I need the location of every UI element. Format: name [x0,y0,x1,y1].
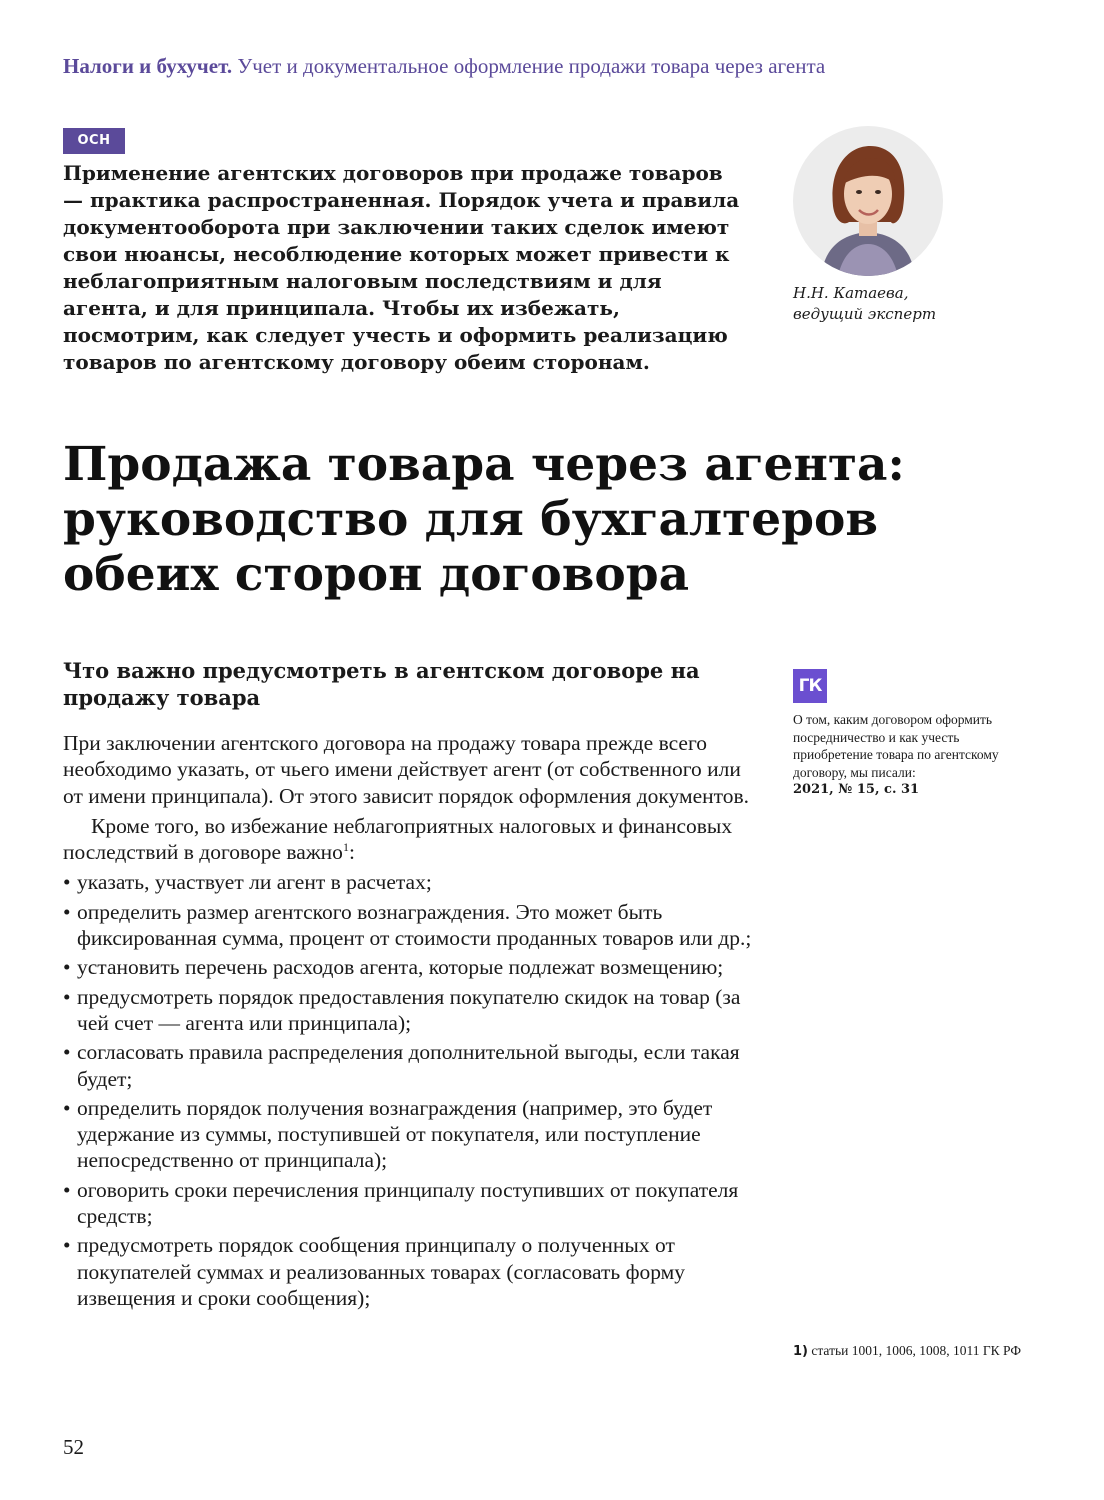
requirements-list [63,869,753,1311]
bullet-icon: • [63,1233,71,1258]
gk-magazine-icon[interactable]: ГК [793,669,827,703]
article-headline [63,437,1043,602]
sidenote-text: О том, каким договором оформить посредничество и как учесть приобретение товара по агентскому договору, мы писали: [793,712,999,780]
footnote-text: статьи 1001, 1006, 1008, 1011 ГК РФ [811,1343,1021,1358]
list-item-text: предусмотреть порядок предоставления покупателю скидок на товар (за чей счет — агента или принципала); [77,984,741,1035]
list-item [63,1232,753,1311]
running-head [63,54,1063,79]
body-paragraph [63,813,753,866]
running-head-title: Учет и документальное оформление продажи товара через агента [237,54,826,78]
list-item [63,984,753,1037]
list-item-text: предусмотреть порядок сообщения принципалу о полученных от покупателей суммах и реализованных товарах (согласовать форму извещения и сроки сообщения); [77,1233,686,1310]
list-item-text: определить размер агентского вознаграждения. Это может быть фиксированная сумма, процент от стоимости проданных товаров или др.; [77,899,752,951]
footnote-number: 1) [793,1344,808,1359]
bullet-icon: • [63,1095,71,1120]
bullet-icon: • [63,955,71,980]
headline-line: обеих сторон договора [63,547,690,602]
footnote [793,1342,1023,1361]
list-item-text: оговорить сроки перечисления принципалу поступивших от покупателя средств; [77,1177,739,1229]
sidenote [793,711,1023,799]
bullet-icon: • [63,1040,71,1065]
body-paragraph-text: Кроме того, во избежание неблагоприятных налоговых и финансовых последствий в договоре важно [63,813,733,865]
bullet-icon: • [63,1177,71,1202]
running-head-section: Налоги и бухучет. [63,54,233,78]
lead-paragraph: Применение агентских договоров при продаже товаров — практика распространенная. Порядок учета и правила документооборота при заключении таких сделок имеют свои нюансы, несоблюдение которых может привести к неблагоприятным налоговым последствиям и для агента, и для принципала. Чтобы их избежать, посмотрим, как следует учесть и оформить реализацию товаров по агентскому договору обеим сторонам. [63,161,740,374]
author-role: ведущий эксперт [793,305,937,323]
list-item [63,899,753,952]
author-portrait [793,126,943,276]
page-number: 52 [63,1435,84,1459]
list-item [63,1039,753,1092]
list-item [63,1095,753,1174]
list-item-text: установить перечень расходов агента, которые подлежат возмещению; [77,955,724,980]
list-item-text: определить порядок получения вознаграждения (например, это будет удержание из суммы, поступившей от покупателя, или поступление непосредственно от принципала); [77,1095,713,1173]
list-item [63,1177,753,1230]
bullet-icon: • [63,984,71,1009]
headline-line: Продажа товара через агента: [63,437,905,492]
sidenote-reference-link[interactable]: 2021, № 15, с. 31 [793,782,920,797]
author-caption [793,283,1013,325]
list-item [63,869,753,895]
bullet-icon: • [63,870,71,895]
tax-regime-tag: ОСН [63,128,125,154]
list-item-text: согласовать правила распределения дополнительной выгоды, если такая будет; [77,1040,740,1091]
headline-line: руководство для бухгалтеров [63,492,878,547]
section-subheading: Что важно предусмотреть в агентском договоре на продажу товара [63,658,700,710]
bullet-icon: • [63,899,71,924]
body-paragraph: При заключении агентского договора на продажу товара прежде всего необходимо указать, от чьего имени действует агент (от собственного или от имени принципала). От этого зависит порядок оформления документов. [63,731,750,808]
list-item-text: указать, участвует ли агент в расчетах; [77,870,432,895]
article-body [63,730,753,1314]
footnote-marker[interactable]: 1 [342,840,349,855]
author-name: Н.Н. Катаева, [793,284,909,302]
body-paragraph-colon: : [348,840,355,865]
list-item [63,954,753,980]
